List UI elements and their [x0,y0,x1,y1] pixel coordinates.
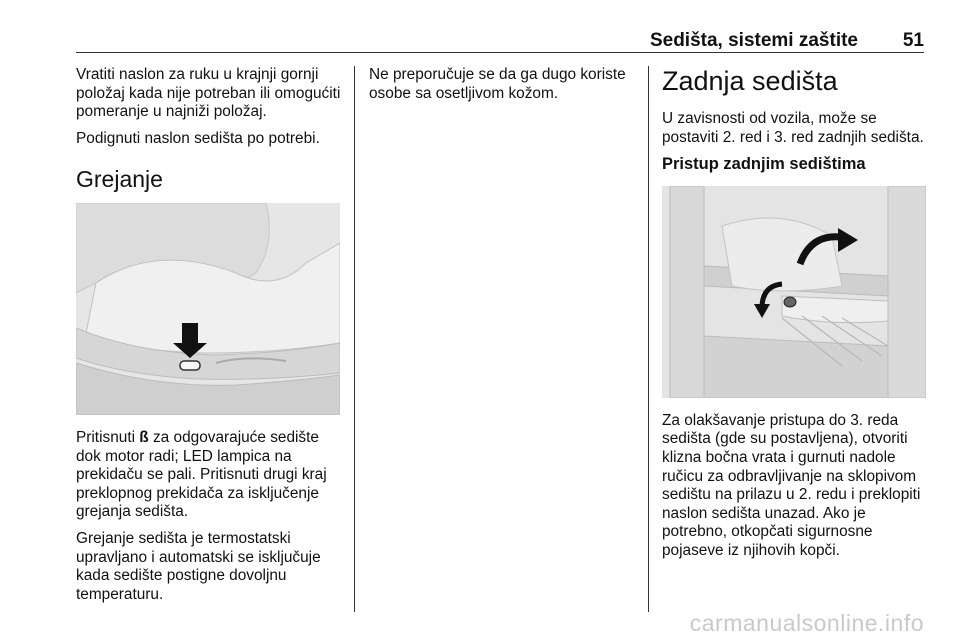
column-1 [76,66,342,612]
column-3 [662,66,928,569]
rear-access-paragraph: Za olakšavanje pristupa do 3. reda sedišta (gde su postavljena), otvoriti klizna bočna vrata i gurnuti nadole ručicu za odbravljivanje na sklopivom sedištu na prilazu u 2. redu i preklopiti naslon sedišta unazad. Ako je potrebno, otkopčati sigurnosne pojaseve iz njihovih kopči. [662,411,921,559]
seat-heating-drawing [76,203,340,415]
rear-seats-intro: U zavisnosti od vozila, može se postaviti 2. red i 3. red zadnjih sedišta. [662,110,924,146]
heating-instruction-paragraph: Pritisnuti ß za odgovarajuće sedište dok motor radi; LED lampica na prekidaču se pali. Pritisnuti drugi kraj preklopnog prekidača za isključenje grejanja sedišta. [76,428,327,521]
rear-access-subheading: Pristup zadnjim sedištima [662,155,866,174]
header-divider [76,52,924,53]
column-divider-2 [648,66,649,612]
release-lever-icon [784,297,796,307]
seat-heating-icon: ß [139,428,149,446]
rear-seat-drawing [662,186,926,398]
backrest-paragraph: Podignuti naslon sedišta po potrebi. [76,129,320,147]
column-2 [369,66,635,111]
thermostat-paragraph: Grejanje sedišta je termostatski upravljano i automatski se isključuje kada sedište postigne dovoljnu temperaturu. [76,529,321,603]
armrest-paragraph: Vratiti naslon za ruku u krajnji gornji položaj kada nije potreban ili omogućiti pomeranje u najniži položaj. [76,66,341,121]
rear-seats-heading: Zadnja sedišta [662,66,838,96]
page-number: 51 [902,30,924,51]
rear-seat-access-illustration [662,186,926,398]
sensitive-skin-paragraph: Ne preporučuje se da ga dugo koriste osobe sa osetljivom kožom. [369,66,626,102]
seat-heating-illustration [76,203,340,415]
watermark: carmanualsonline.info [689,610,924,636]
heating-heading: Grejanje [76,166,163,193]
header-title: Sedišta, sistemi zaštite [649,30,858,51]
heating-switch-icon [180,361,200,370]
column-divider-1 [354,66,355,612]
page-header [76,30,924,52]
